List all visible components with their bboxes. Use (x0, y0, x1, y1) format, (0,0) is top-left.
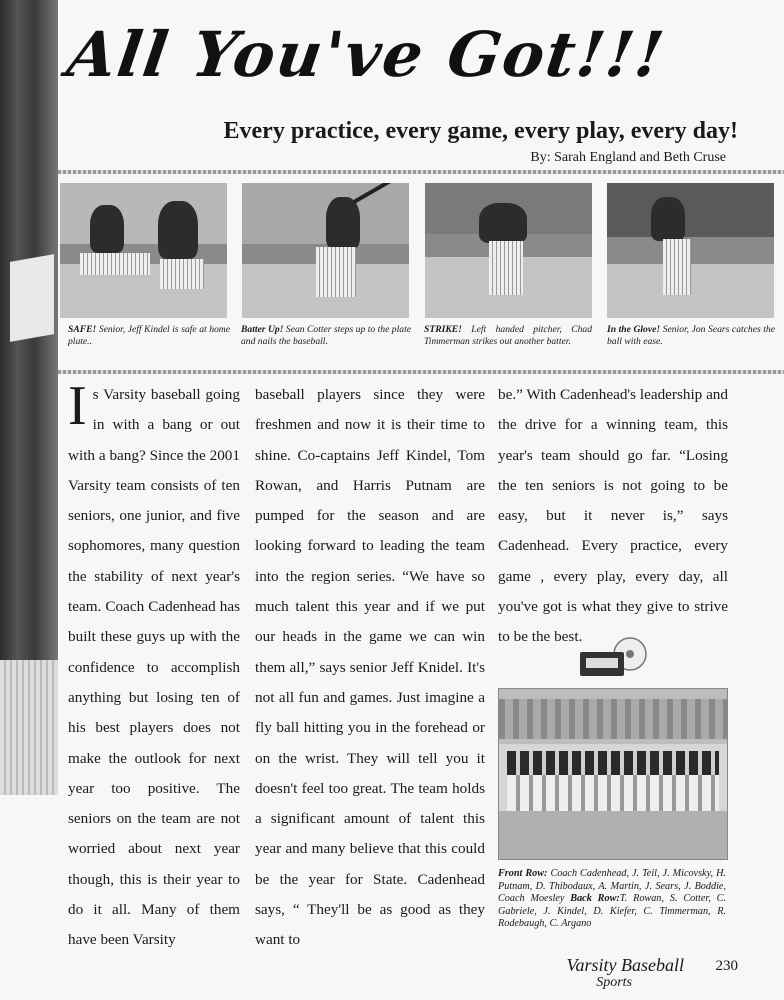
article-column-2: baseball players since they were freshmen and now it is their time to shine. Co-captains Jeff Kindel, Tom Rowan, and Harris Putnam are pumped for the season and are looking forward to leading the team into the region series. “We have so much talent this year and if we put our heads in the game we can win them all,” says senior Jeff Knidel. It's not all fun and games. Just imagine a fly ball hitting you in the forehead or on the wrist. They will tell you it doesn't feel too great. The team holds a significant amount of talent this year and many believe that this could be the year for State. Cadenhead says, “ They'll be as good as they want to (255, 386, 485, 949)
jersey-number-patch (10, 254, 54, 342)
article-column-1: I s Varsity baseball going in with a bang or out with a bang? Since the 2001 Varsity team consists of ten seniors, one junior, and five sophomores, many question the stability of next year's team. Coach Cadenhead has built these guys up with the confidence to accomplish anything but losing ten of his best players does not make the outlook for next year too positive. The seniors on the team are not worried about next year though, this is their year to do it all. Many of them have been Varsity (68, 375, 240, 949)
side-player-photo (0, 0, 58, 795)
page-title: All You've Got!!! (62, 18, 670, 91)
team-photo-caption: Front Row: Coach Cadenhead, J. Teil, J. Micovsky, H. Putnam, D. Thibodaux, A. Martin, J. Sears, J. Boddie, Coach Moesley Back Row:T. Rowan, S. Cotter, C. Gabriele, J. Kindel, D. Kiefer, C. Timmerman, R. Rodebaugh, C. Argano (498, 868, 726, 930)
caption-safe: SAFE! Senior, Jeff Kindel is safe at home plate.. (68, 324, 230, 347)
caption-strike: STRIKE! Left handed pitcher, Chad Timmerman strikes out another batter. (424, 324, 592, 347)
section-footer: Varsity Baseball (566, 955, 684, 975)
team-photo (498, 688, 728, 860)
page-subtitle: Every practice, every game, every play, every day! (223, 118, 738, 144)
mid-divider (58, 370, 784, 374)
caption-in-the-glove: In the Glove! Senior, Jon Sears catches the ball with ease. (607, 324, 775, 347)
photo-safe (60, 183, 227, 318)
article-column-3: be.” With Cadenhead's leadership and the drive for a winning team, this year's team should go far. “Losing the ten seniors is not going to be easy, but it never is,” says Cadenhead. Every practice, every game , every play, every day, all you've got is what they give to strive to be the best. (498, 386, 728, 646)
photo-batter-up (242, 183, 409, 318)
caption-batter-up: Batter Up! Sean Cotter steps up to the plate and nails the baseball. (241, 324, 411, 347)
byline: By: Sarah England and Beth Cruse (530, 150, 726, 165)
drop-cap: I (68, 375, 87, 437)
video-logo-icon (578, 632, 648, 680)
top-divider (58, 170, 784, 174)
page-number: 230 (715, 958, 738, 974)
striped-pants (0, 660, 58, 795)
subsection-footer: Sports (596, 975, 632, 990)
photo-in-the-glove (607, 183, 774, 318)
photo-strike (425, 183, 592, 318)
